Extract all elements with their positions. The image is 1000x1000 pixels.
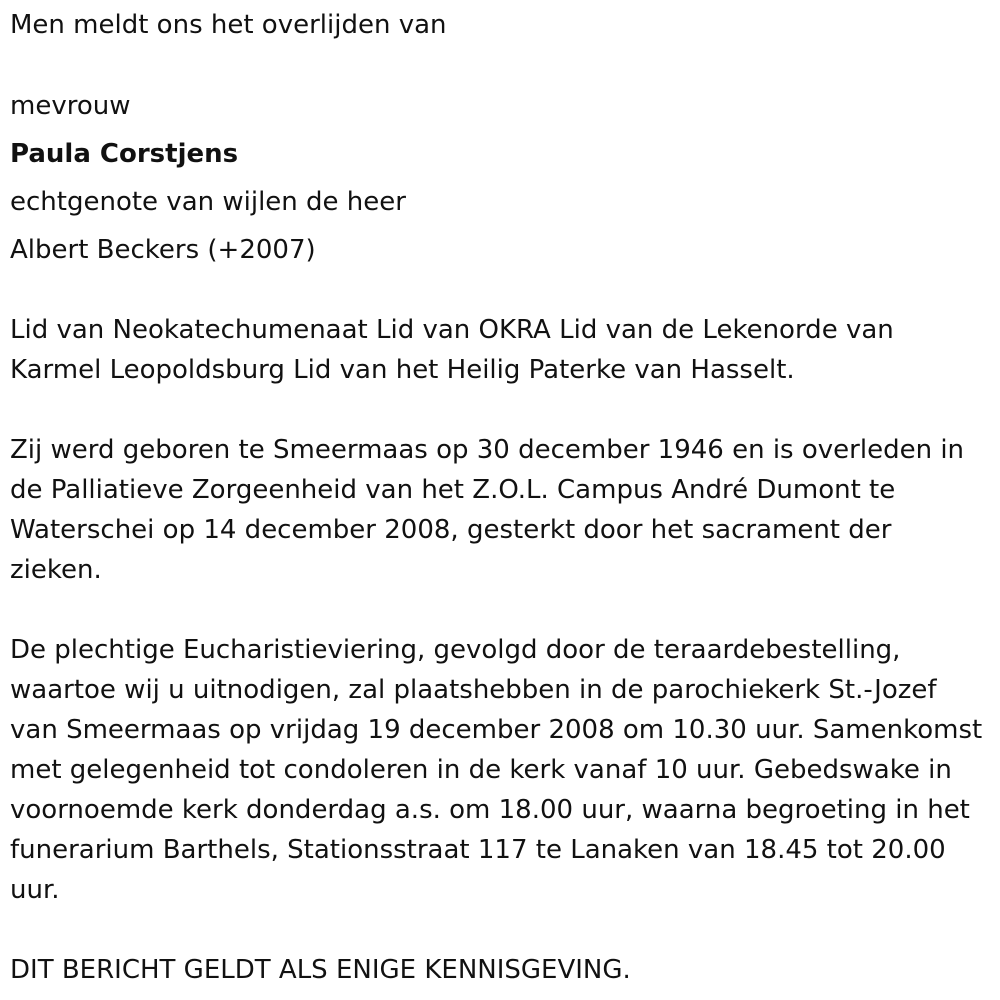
- ceremony-paragraph: De plechtige Eucharistieviering, gevolgd door de teraardebestelling, waartoe wij u uitnodigen, zal plaatshebben in de parochiekerk St.-Jozef van Smeermaas op vrijdag 19 december 2008 om 10.30 uur. Samenkomst met gelegenheid tot condoleren in de kerk vanaf 10 uur. Gebedswake in voornoemde kerk donderdag a.s. om 18.00 uur, waarna begroeting in het funerarium Barthels, Stationsstraat 117 te Lanaken van 18.45 tot 20.00 uur.: [10, 635, 983, 905]
- birth-death-paragraph: Zij werd geboren te Smeermaas op 30 december 1946 en is overleden in de Palliatieve Zorgeenheid van het Z.O.L. Campus André Dumont te Waterschei op 14 december 2008, gesterkt door het sacrament der zieken.: [10, 435, 965, 585]
- closing-line: DIT BERICHT GELDT ALS ENIGE KENNISGEVING.: [10, 955, 631, 985]
- intro-line: Men meldt ons het overlijden van: [10, 10, 447, 40]
- spouse-line-1: echtgenote van wijlen de heer: [10, 187, 406, 217]
- deceased-name: Paula Corstjens: [10, 139, 239, 169]
- salutation: mevrouw: [10, 91, 131, 121]
- spouse-line-2: Albert Beckers (+2007): [10, 235, 316, 265]
- memberships-paragraph: Lid van Neokatechumenaat Lid van OKRA Lid van de Lekenorde van Karmel Leopoldsburg Lid van het Heilig Paterke van Hasselt.: [10, 315, 894, 385]
